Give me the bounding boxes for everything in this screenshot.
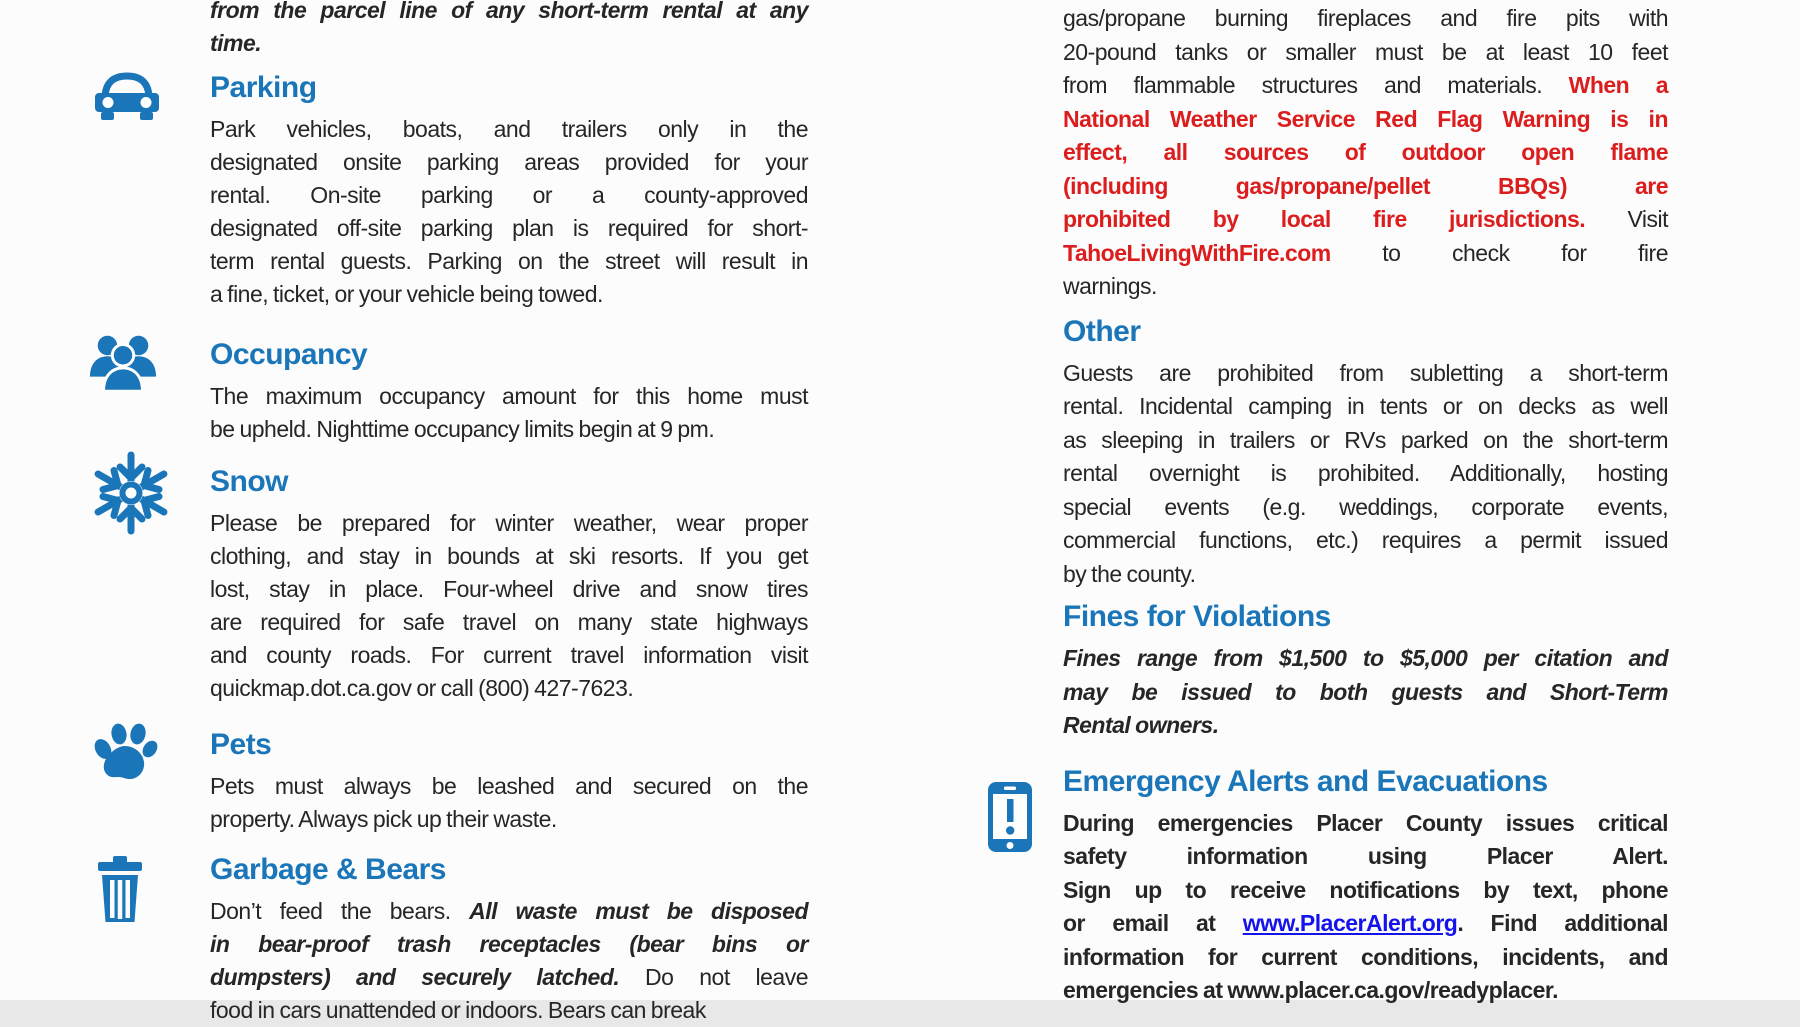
text-span: Do not leave — [619, 964, 808, 990]
tahoe-living-with-fire-link[interactable]: TahoeLivingWithFire.com — [1063, 239, 1331, 266]
parking-icon-cell — [82, 70, 210, 311]
section-title-fines: Fines for Violations — [1063, 600, 1331, 633]
text-line — [1063, 558, 1668, 592]
text-line — [210, 961, 808, 994]
text-line — [210, 606, 808, 639]
right-column — [975, 0, 1668, 1008]
placeralert-link[interactable]: www.PlacerAlert.org — [1242, 910, 1458, 936]
text-span: from the parcel line of any short-term rental at any — [210, 0, 808, 23]
section-occupancy — [82, 337, 808, 446]
text-line — [1063, 941, 1668, 975]
text-span: Don’t feed the bears. — [210, 898, 470, 924]
text-span: or email at — [1063, 910, 1243, 936]
text-span: When a — [1568, 72, 1668, 98]
text-line — [210, 0, 808, 27]
text-span: term rental guests. Parking on the street will result in — [210, 248, 808, 274]
text-line — [1063, 203, 1668, 237]
text-span: designated onsite parking areas provided for your — [210, 149, 808, 175]
text-line — [1063, 907, 1668, 941]
text-span: dumpsters) and securely latched. — [210, 964, 620, 990]
text-line — [1063, 2, 1668, 36]
text-line — [210, 770, 808, 803]
text-span: to check for fire — [1330, 239, 1668, 266]
car-icon — [95, 72, 159, 124]
text-span: prohibited by local fire jurisdictions. — [1063, 206, 1586, 232]
intro-continuation-text — [210, 0, 808, 60]
phone-alert-icon — [986, 780, 1034, 854]
text-span: food in cars unattended or indoors. Bears can break — [210, 997, 706, 1023]
section-title-snow: Snow — [210, 465, 288, 498]
text-span: quickmap.dot.ca.gov or call (800) 427-7623. — [210, 675, 634, 701]
trash-icon — [98, 856, 142, 922]
text-line — [1063, 709, 1668, 743]
text-line — [1063, 390, 1668, 424]
text-span: safety information using Placer Alert. — [1063, 843, 1668, 869]
text-span: All waste must be disposed — [469, 898, 808, 924]
text-span: rental. Incidental camping in tents or on decks as well — [1063, 393, 1668, 419]
text-span: special events (e.g. weddings, corporate events, — [1063, 493, 1668, 520]
text-line — [1063, 524, 1668, 558]
text-span: from flammable structures and materials. — [1063, 72, 1569, 98]
section-snow — [82, 464, 808, 705]
text-line — [210, 179, 808, 212]
text-span: Guests are prohibited from subletting a short-term — [1063, 359, 1668, 386]
fines-icon-cell — [975, 599, 1063, 743]
section-title-emergency-alerts: Emergency Alerts and Evacuations — [1063, 764, 1548, 798]
pets-icon-cell — [82, 727, 210, 836]
text-span: in bear-proof trash receptacles (bear bins or — [210, 931, 808, 957]
snow-icon-cell — [82, 464, 210, 705]
text-line — [1063, 676, 1668, 710]
section-pets — [82, 727, 808, 836]
text-span: effect, all sources of outdoor open flame — [1063, 139, 1668, 165]
text-span: rental overnight is prohibited. Additionally, hosting — [1063, 460, 1668, 486]
text-line — [1063, 270, 1668, 304]
text-span: time. — [210, 30, 262, 56]
text-line — [210, 27, 808, 60]
text-line — [210, 803, 808, 836]
section-parking — [82, 70, 808, 311]
text-span: by the county. — [1063, 560, 1196, 587]
other-icon-cell — [975, 314, 1063, 592]
section-title-other: Other — [1063, 314, 1141, 348]
text-span: . Find additional — [1457, 910, 1668, 936]
occupancy-body-text — [210, 380, 808, 446]
text-line — [1063, 457, 1668, 491]
text-line — [210, 113, 808, 146]
text-line — [210, 672, 808, 705]
section-title-garbage-bears: Garbage & Bears — [210, 853, 446, 886]
text-line — [1063, 840, 1668, 874]
text-span: gas/propane burning fireplaces and fire pits with — [1063, 5, 1668, 31]
emergency-body-text — [1063, 807, 1668, 1008]
text-span: Sign up to receive notifications by text, phone — [1063, 876, 1668, 903]
garbage-icon-cell — [82, 852, 210, 1027]
text-span: Visit — [1585, 206, 1668, 232]
text-span: The maximum occupancy amount for this home must — [210, 383, 808, 409]
parking-body-text — [210, 113, 808, 311]
occupancy-icon-cell — [82, 337, 210, 446]
text-span: and county roads. For current travel information visit — [210, 642, 808, 668]
text-line — [210, 413, 808, 446]
text-span: Rental owners. — [1063, 712, 1219, 738]
text-line — [1063, 642, 1668, 676]
text-span: Fines range from $1,500 to $5,000 per citation and — [1063, 645, 1668, 671]
snowflake-icon — [90, 450, 172, 536]
snow-body-text — [210, 507, 808, 705]
people-icon — [88, 332, 158, 394]
text-span: information for current conditions, incidents, and — [1063, 943, 1668, 970]
text-line — [210, 380, 808, 413]
text-line — [1063, 974, 1668, 1008]
text-line — [1063, 491, 1668, 525]
text-span: During emergencies Placer County issues critical — [1063, 809, 1668, 836]
text-span: may be issued to both guests and Short-Term — [1063, 678, 1668, 705]
text-line — [210, 573, 808, 606]
text-span: Pets must always be leashed and secured on the — [210, 773, 808, 799]
text-span: Please be prepared for winter weather, wear proper — [210, 510, 808, 536]
fines-body-text — [1063, 642, 1668, 743]
text-line — [1063, 103, 1668, 137]
text-span: warnings. — [1063, 273, 1157, 299]
text-line — [1063, 36, 1668, 70]
text-line — [210, 507, 808, 540]
text-line — [210, 895, 808, 928]
text-line — [1063, 136, 1668, 170]
section-title-parking: Parking — [210, 71, 317, 104]
text-line — [1063, 424, 1668, 458]
garbage-body-text — [210, 895, 808, 1027]
text-span: Park vehicles, boats, and trailers only in the — [210, 116, 808, 142]
section-emergency-alerts — [975, 764, 1668, 1008]
text-span: be upheld. Nighttime occupancy limits begin at 9 pm. — [210, 416, 715, 442]
emergency-icon-cell — [975, 764, 1063, 1008]
paw-icon — [93, 722, 157, 782]
section-fines — [975, 599, 1668, 743]
section-title-pets: Pets — [210, 728, 272, 761]
section-other — [975, 314, 1668, 592]
text-span: property. Always pick up their waste. — [210, 806, 557, 832]
text-span: clothing, and stay in bounds at ski resorts. If you get — [210, 543, 808, 569]
text-span: designated off-site parking plan is required for short- — [210, 215, 808, 241]
text-line — [1063, 807, 1668, 841]
text-line — [1063, 69, 1668, 103]
text-line — [1063, 237, 1668, 271]
text-span: National Weather Service Red Flag Warning is in — [1063, 105, 1668, 132]
text-line — [210, 146, 808, 179]
text-span: 20-pound tanks or smaller must be at least 10 feet — [1063, 38, 1668, 65]
text-span: are required for safe travel on many state highways — [210, 609, 808, 635]
text-line — [210, 540, 808, 573]
pets-body-text — [210, 770, 808, 836]
text-line — [210, 928, 808, 961]
text-span: (including gas/propane/pellet BBQs) are — [1063, 172, 1668, 199]
text-line — [210, 212, 808, 245]
text-span: a fine, ticket, or your vehicle being towed. — [210, 281, 603, 307]
text-line — [210, 278, 808, 311]
text-span: emergencies at www.placer.ca.gov/readyplacer. — [1063, 977, 1558, 1003]
text-span: lost, stay in place. Four-wheel drive and snow tires — [210, 576, 808, 602]
text-line — [1063, 170, 1668, 204]
text-span: rental. On-site parking or a county-approved — [210, 182, 808, 208]
text-line — [210, 245, 808, 278]
other-body-text — [1063, 357, 1668, 592]
text-line — [1063, 357, 1668, 391]
section-title-occupancy: Occupancy — [210, 338, 368, 371]
fire-safety-continuation-text — [1063, 2, 1668, 304]
left-column — [82, 0, 808, 1027]
text-span: commercial functions, etc.) requires a permit issued — [1063, 527, 1668, 553]
text-line — [210, 994, 808, 1027]
text-line — [1063, 874, 1668, 908]
text-line — [210, 639, 808, 672]
text-span: as sleeping in trailers or RVs parked on the short-term — [1063, 426, 1668, 453]
section-garbage-bears — [82, 852, 808, 1027]
